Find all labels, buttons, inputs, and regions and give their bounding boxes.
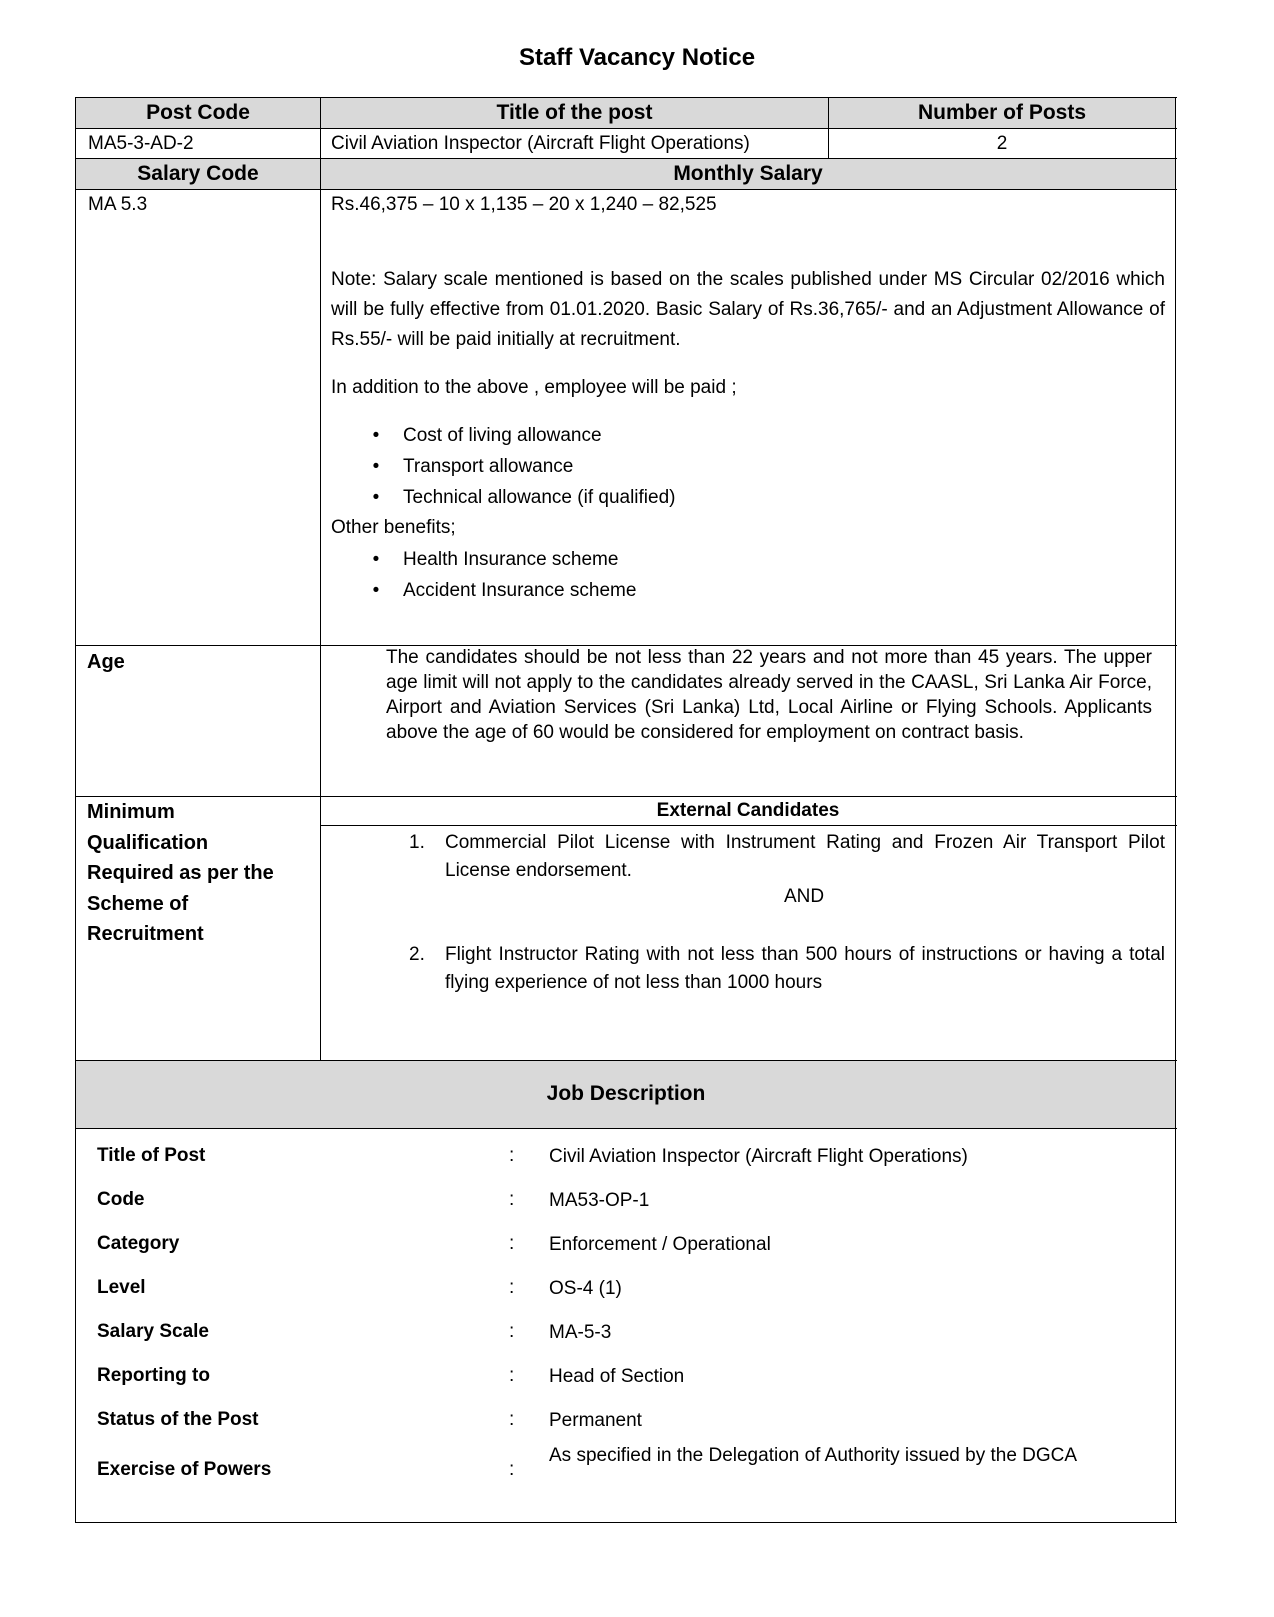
jd-value: MA-5-3 — [549, 1322, 612, 1343]
title-of-post-value: Civil Aviation Inspector (Aircraft Flight Operations) — [331, 133, 750, 154]
jd-colon: : — [509, 1189, 515, 1210]
jd-label: Code — [97, 1189, 145, 1210]
table-line — [1175, 97, 1176, 1523]
and-text: AND — [784, 886, 825, 907]
table-line — [75, 1060, 1177, 1061]
table-line — [75, 1522, 1177, 1523]
table-line — [75, 97, 1177, 98]
jd-label: Title of Post — [97, 1145, 206, 1166]
jd-label: Status of the Post — [97, 1409, 259, 1430]
page-title: Staff Vacancy Notice — [518, 44, 756, 71]
qualification-item: 1. Commercial Pilot License with Instrument Rating and Frozen Air Transport Pilot License endorsement. — [409, 832, 1165, 881]
jd-label: Exercise of Powers — [97, 1459, 272, 1480]
jd-colon: : — [509, 1365, 515, 1386]
age-text: The candidates should be not less than 22 years and not more than 45 years. The upper age limit will not apply to the candidates already served in the CAASL, Sri Lanka Air Force, Airport and Aviation Services (Sri Lanka) Ltd, Local Airline or Flying Schools. Applicants above the age of 60 would be considered for employment on contract basis. — [386, 647, 1152, 743]
jd-value: Permanent — [549, 1410, 642, 1431]
salary-scale: Rs.46,375 – 10 x 1,135 – 20 x 1,240 – 82,525 — [331, 194, 717, 215]
table-line — [75, 158, 1177, 159]
monthly-salary-header: Monthly Salary — [673, 162, 823, 185]
number-of-posts-header: Number of Posts — [917, 101, 1087, 124]
qualification-item: 2. Flight Instructor Rating with not less than 500 hours of instructions or having a total flying experience of not less than 1000 hours — [409, 944, 1165, 993]
post-code-value: MA5-3-AD-2 — [88, 133, 194, 154]
jd-colon: : — [509, 1145, 515, 1166]
title-of-post-header: Title of the post — [496, 101, 653, 124]
jd-colon: : — [509, 1277, 515, 1298]
table-line — [75, 189, 1177, 190]
jd-value: Head of Section — [549, 1366, 685, 1387]
jd-value: Enforcement / Operational — [549, 1234, 771, 1255]
jd-label: Level — [97, 1277, 146, 1298]
jd-label: Reporting to — [97, 1365, 210, 1386]
table-line — [320, 97, 321, 1061]
salary-code-header: Salary Code — [137, 162, 259, 185]
jd-colon: : — [509, 1321, 515, 1342]
external-candidates-header: External Candidates — [656, 800, 840, 821]
number-of-posts-value: 2 — [996, 133, 1008, 154]
salary-note: Note: Salary scale mentioned is based on the scales published under MS Circular 02/2016 which will be fully effective from 01.01.2020. Basic Salary of Rs.36,765/- and an Adjustment Allowance of Rs.55/- will be paid initially at recruitment. — [331, 269, 1165, 350]
jd-value: As specified in the Delegation of Authority issued by the DGCA — [549, 1445, 1078, 1466]
jd-label: Salary Scale — [97, 1321, 209, 1342]
jd-colon: : — [509, 1409, 515, 1430]
table-line — [75, 1128, 1177, 1129]
table-line — [75, 128, 1177, 129]
jd-value: OS-4 (1) — [549, 1278, 622, 1299]
other-benefits-label: Other benefits; — [331, 517, 456, 538]
qualification-label: Minimum Qualification Required as per the Scheme of Recruitment — [87, 801, 274, 945]
jd-colon: : — [509, 1459, 515, 1480]
jd-label: Category — [97, 1233, 180, 1254]
job-description-header: Job Description — [546, 1082, 706, 1105]
jd-value: MA53-OP-1 — [549, 1190, 650, 1211]
salary-addition-intro: In addition to the above , employee will be paid ; — [331, 377, 737, 398]
jd-colon: : — [509, 1233, 515, 1254]
jd-value: Civil Aviation Inspector (Aircraft Flight Operations) — [549, 1146, 968, 1167]
salary-code-value: MA 5.3 — [88, 194, 148, 215]
table-line — [320, 825, 1177, 826]
table-line — [75, 97, 76, 1523]
post-code-header: Post Code — [146, 101, 250, 124]
age-label: Age — [87, 651, 125, 673]
